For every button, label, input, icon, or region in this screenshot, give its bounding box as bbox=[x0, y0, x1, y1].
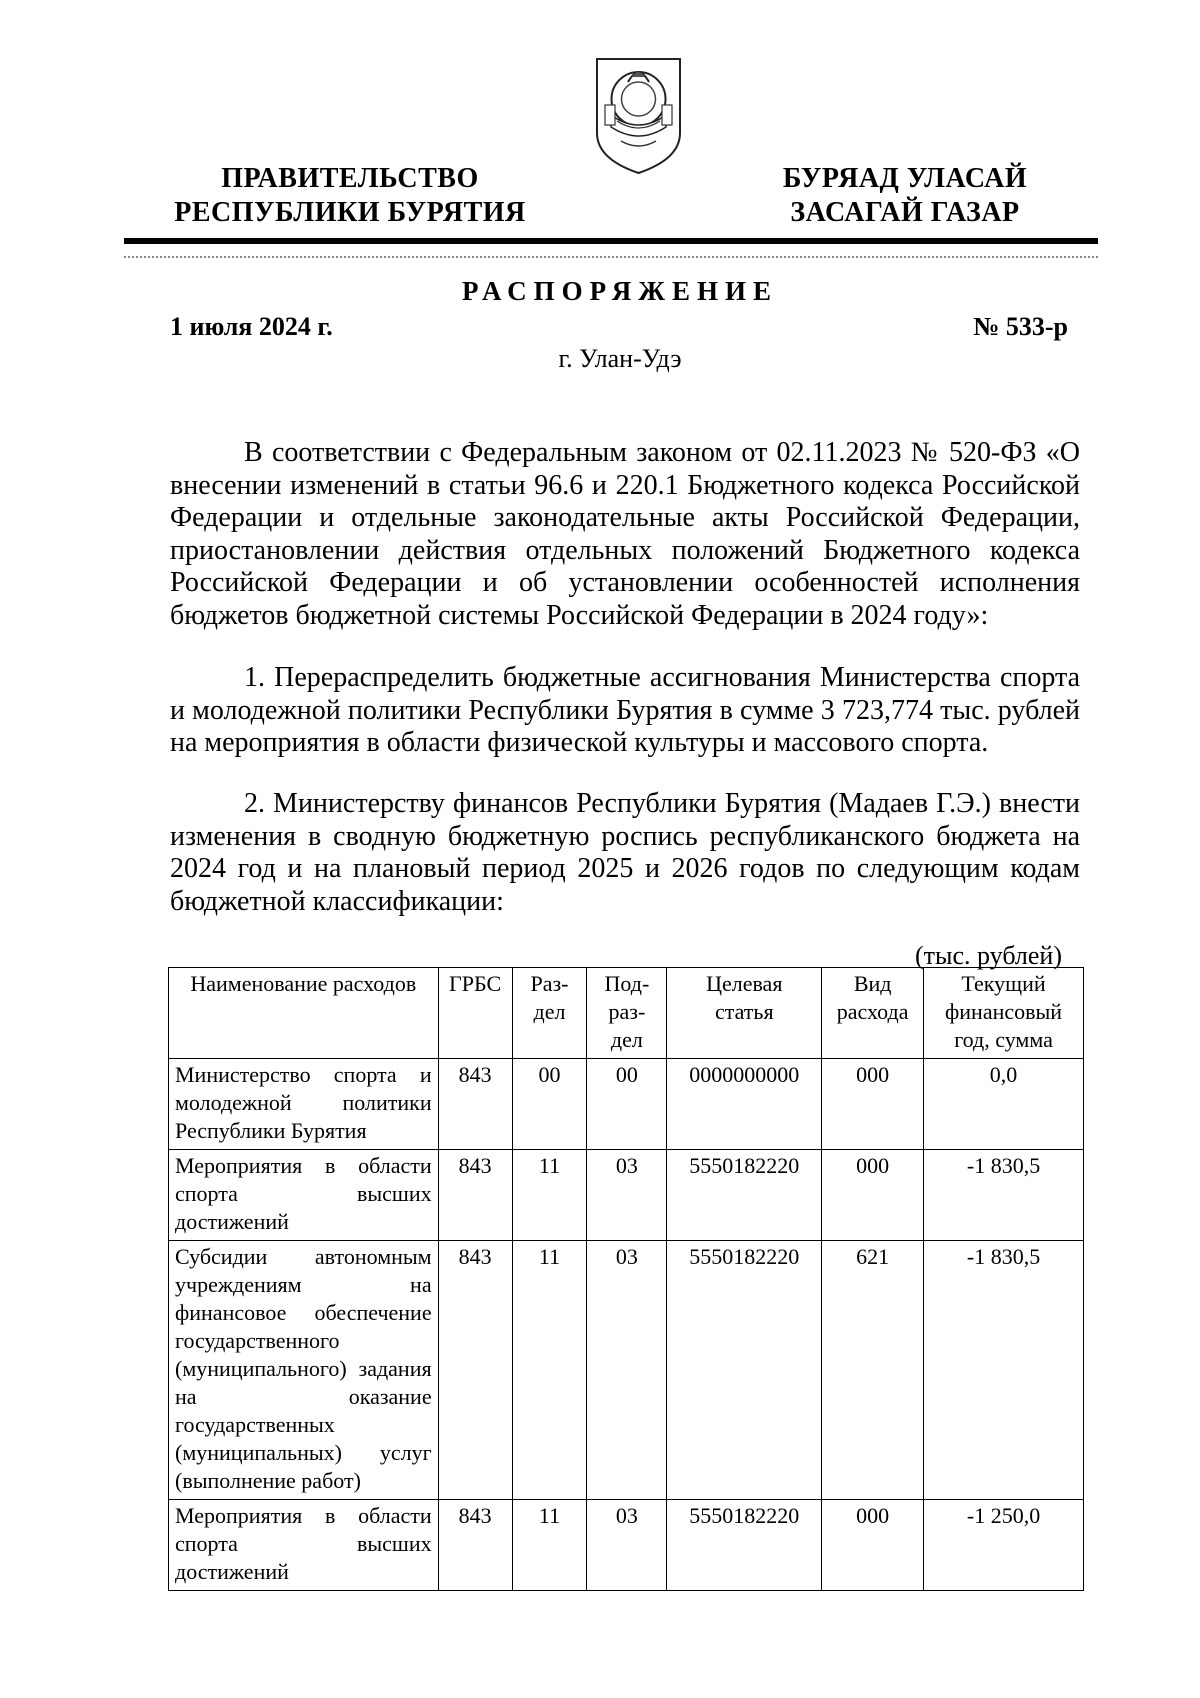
document-city: г. Улан-Удэ bbox=[558, 344, 682, 373]
coat-of-arms-emblem bbox=[591, 55, 686, 175]
budget-classification-table bbox=[168, 967, 1084, 1591]
row-expense-name: Субсидии автономным учреждениям на финансовое обеспечение государственного (муниципального) задания на оказание государственных (муниципальных) услуг (выполнение работ) bbox=[169, 1241, 439, 1500]
row-expense-type: 621 bbox=[822, 1241, 924, 1500]
table-row bbox=[169, 1059, 1084, 1150]
header-current-year-sum: Текущий финансовый год, сумма bbox=[924, 968, 1084, 1059]
table-row bbox=[169, 1500, 1084, 1591]
row-target-article: 5550182220 bbox=[667, 1500, 822, 1591]
row-grbs: 843 bbox=[438, 1241, 512, 1500]
row-target-article: 0000000000 bbox=[667, 1059, 822, 1150]
government-name-buryat bbox=[745, 162, 1065, 230]
government-name-buryat-line1: БУРЯАД УЛАСАЙ bbox=[782, 163, 1028, 194]
row-expense-type: 000 bbox=[822, 1500, 924, 1591]
row-section: 11 bbox=[512, 1241, 587, 1500]
row-section: 11 bbox=[512, 1150, 587, 1241]
row-amount: -1 830,5 bbox=[924, 1241, 1084, 1500]
table-header-row bbox=[169, 968, 1084, 1059]
header-divider-thick bbox=[124, 238, 1098, 244]
header-expense-type: Вид расхода bbox=[822, 968, 924, 1059]
row-grbs: 843 bbox=[438, 1059, 512, 1150]
clause-1-paragraph: 1. Перераспределить бюджетные ассигнования Министерства спорта и молодежной политики Республики Бурятия в сумме 3 723,774 тыс. рублей на мероприятия в области физической культуры и массового спорта. bbox=[170, 662, 1080, 758]
row-target-article: 5550182220 bbox=[667, 1150, 822, 1241]
table-row bbox=[169, 1241, 1084, 1500]
government-name-buryat-line2: ЗАСАГАЙ ГАЗАР bbox=[790, 197, 1020, 228]
row-subsection: 03 bbox=[587, 1150, 667, 1241]
row-expense-name: Мероприятия в области спорта высших достижений bbox=[169, 1500, 439, 1591]
row-grbs: 843 bbox=[438, 1500, 512, 1591]
row-expense-name: Министерство спорта и молодежной политики Республики Бурятия bbox=[169, 1059, 439, 1150]
row-grbs: 843 bbox=[438, 1150, 512, 1241]
government-name-line1: ПРАВИТЕЛЬСТВО bbox=[221, 163, 479, 194]
table-row bbox=[169, 1150, 1084, 1241]
header-expense-name: Наименование расходов bbox=[169, 968, 439, 1059]
row-amount: -1 250,0 bbox=[924, 1500, 1084, 1591]
row-section: 00 bbox=[512, 1059, 587, 1150]
row-expense-type: 000 bbox=[822, 1059, 924, 1150]
document-date: 1 июля 2024 г. bbox=[170, 312, 333, 341]
row-section: 11 bbox=[512, 1500, 587, 1591]
header-divider-thin bbox=[124, 256, 1098, 258]
row-expense-type: 000 bbox=[822, 1150, 924, 1241]
row-amount: 0,0 bbox=[924, 1059, 1084, 1150]
government-name-line2: РЕСПУБЛИКИ БУРЯТИЯ bbox=[174, 197, 526, 228]
header-grbs: ГРБС bbox=[438, 968, 512, 1059]
row-subsection: 03 bbox=[587, 1500, 667, 1591]
row-subsection: 03 bbox=[587, 1241, 667, 1500]
row-subsection: 00 bbox=[587, 1059, 667, 1150]
document-number: № 533-р bbox=[973, 312, 1068, 341]
header-target-article: Целевая статья bbox=[667, 968, 822, 1059]
row-amount: -1 830,5 bbox=[924, 1150, 1084, 1241]
preamble-paragraph: В соответствии с Федеральным законом от 02.11.2023 № 520-ФЗ «О внесении изменений в статьи 96.6 и 220.1 Бюджетного кодекса Российской Федерации и отдельные законодательные акты Российской Федерации, приостановлении действия отдельных положений Бюджетного кодекса Российской Федерации и об установлении особенностей исполнения бюджетов бюджетной системы Российской Федерации в 2024 году»: bbox=[170, 437, 1080, 631]
table-units: (тыс. рублей) bbox=[914, 941, 1062, 970]
row-target-article: 5550182220 bbox=[667, 1241, 822, 1500]
government-name-russian bbox=[150, 162, 550, 230]
row-expense-name: Мероприятия в области спорта высших достижений bbox=[169, 1150, 439, 1241]
header-section: Раз- дел bbox=[512, 968, 587, 1059]
document-title: РАСПОРЯЖЕНИЕ bbox=[461, 276, 779, 306]
clause-2-paragraph: 2. Министерству финансов Республики Бурятия (Мадаев Г.Э.) внести изменения в сводную бюджетную роспись республиканского бюджета на 2024 год и на плановый период 2025 и 2026 годов по следующим кодам бюджетной классификации: bbox=[170, 788, 1080, 917]
header-subsection: Под- раз- дел bbox=[587, 968, 667, 1059]
